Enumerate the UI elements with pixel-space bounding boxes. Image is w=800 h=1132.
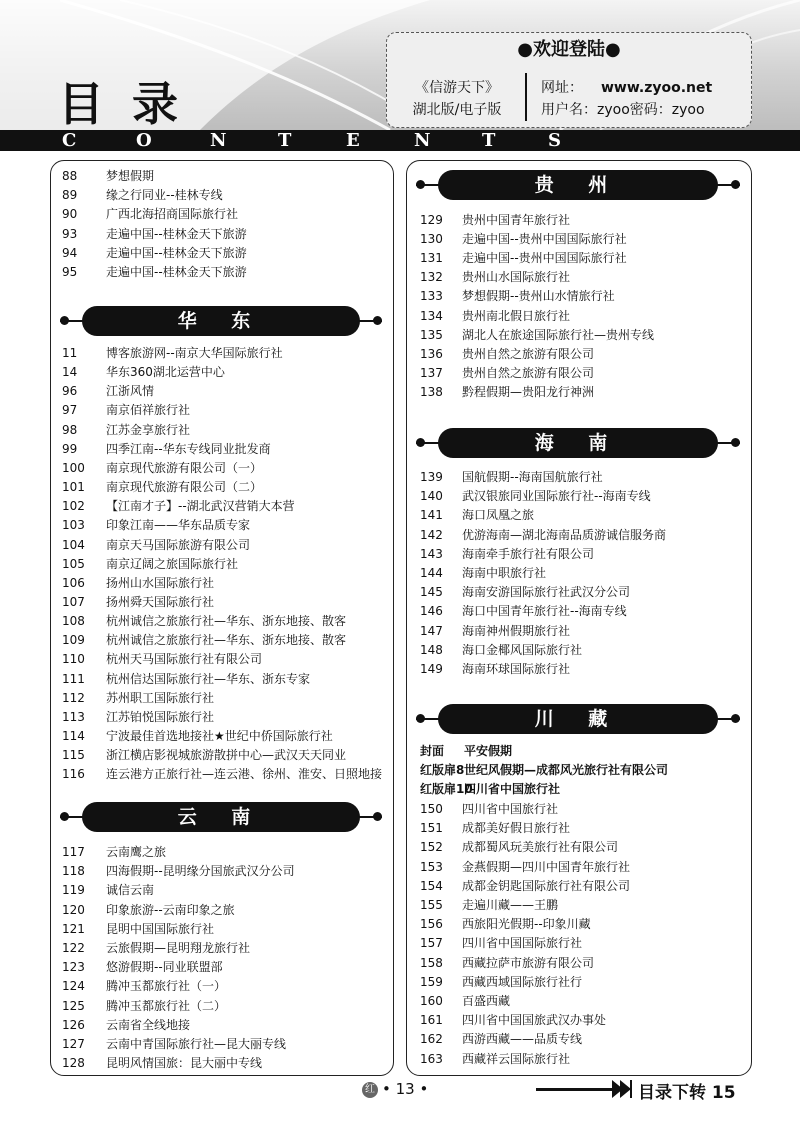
entry-title: 西藏西域国际旅行社行 [462, 974, 583, 989]
page-ref: 125 [62, 998, 85, 1013]
entry-title: 四季江南--华东专线同业批发商 [106, 441, 271, 456]
page-ref: 156 [420, 917, 443, 932]
entry-title: 南京天马国际旅游有限公司 [106, 537, 251, 552]
page-ref: 144 [420, 566, 443, 580]
entry-title: 云旅假期—昆明翔龙旅行社 [106, 941, 251, 955]
page-ref: 117 [62, 845, 85, 859]
entry-title: 博客旅游网--南京大华国际旅行社 [106, 346, 283, 360]
entry-title: 百盛西藏 [462, 994, 511, 1008]
page-ref: 107 [62, 594, 85, 609]
entry-title: 成都金钥匙国际旅行社有限公司 [462, 878, 631, 893]
page-ref: 123 [62, 960, 85, 975]
page-ref: 128 [62, 1056, 85, 1071]
entry-title: 贵州自然之旅游有限公司 [462, 346, 595, 361]
entry-title: 昆明风情国旅：昆大丽中专线 [106, 1056, 263, 1071]
entry-title: 走遍中国--桂林金天下旅游 [106, 226, 247, 241]
section-title: 华 东 [82, 306, 360, 336]
contents-letter: E [346, 130, 360, 151]
entry-title: 优游海南—湖北海南品质游诚信服务商 [462, 527, 667, 542]
page-ref: 132 [420, 270, 443, 285]
page-ref: 112 [62, 690, 85, 705]
page-ref: 150 [420, 802, 443, 816]
entry-title: 江苏金享旅行社 [106, 422, 191, 437]
entry-title: 四川省中国国际旅行社 [462, 936, 583, 951]
entry-title: 成都蜀风玩美旅行社有限公司 [462, 840, 619, 855]
entry-title: 杭州诚信之旅旅行社—华东、浙东地接、散客 [106, 633, 347, 648]
entry-title: 西藏拉萨市旅游有限公司 [462, 955, 595, 970]
page-ref: 115 [62, 748, 85, 763]
page-ref: 130 [420, 232, 443, 247]
entry-title: 平安假期 [464, 744, 513, 758]
page-ref: 120 [62, 902, 85, 917]
page-ref: 131 [420, 251, 443, 266]
entry-title: 海南牵手旅行社有限公司 [462, 546, 595, 561]
page-ref: 147 [420, 623, 443, 638]
page-ref: 11 [62, 346, 78, 360]
page-ref: 152 [420, 840, 443, 855]
contents-bar [0, 130, 800, 151]
entry-title: 西藏祥云国际旅行社 [462, 1051, 571, 1066]
page-ref: 151 [420, 821, 443, 836]
entry-title: 悠游假期--同业联盟部 [106, 960, 223, 975]
page-ref: 103 [62, 518, 85, 533]
seal-icon: 红 [362, 1082, 378, 1098]
page-ref: 90 [62, 207, 78, 222]
page-ref: 96 [62, 384, 78, 399]
contents-letter: O [136, 130, 152, 151]
entry-title: 印象江南——华东品质专家 [106, 518, 251, 533]
page-ref: 161 [420, 1013, 443, 1028]
page-ref: 104 [62, 537, 85, 552]
entry-title: 走遍中国--桂林金天下旅游 [106, 265, 247, 279]
page-ref: 14 [62, 365, 78, 380]
entry-title: 四海假期--昆明缘分国旅武汉分公司 [106, 864, 295, 879]
page-ref: 红版扉8 [420, 763, 465, 778]
login-credentials [541, 77, 712, 121]
page-ref: 146 [420, 604, 443, 619]
page-ref: 134 [420, 308, 443, 323]
section-yunnan [60, 802, 382, 832]
page-number: 红 • 13 • [362, 1080, 428, 1098]
entry-title: 连云港方正旅行社—连云港、徐州、淮安、日照地接 [106, 767, 383, 782]
entry-title: 海南中职旅行社 [462, 566, 547, 580]
page-header [0, 0, 800, 130]
entry-title: 缘之行同业--桂林专线 [106, 188, 223, 203]
entry-title: 西游西藏——品质专线 [462, 1032, 583, 1047]
entry-title: 黔程假期—贵阳龙行神洲 [462, 384, 595, 399]
page-ref: 124 [62, 979, 85, 994]
entry-title: 梦想假期 [106, 169, 155, 183]
entry-title: 海南神州假期旅行社 [462, 623, 571, 638]
page-ref: 105 [62, 556, 85, 571]
entry-title: 走遍川藏——王鹏 [462, 898, 559, 912]
contents-letter: N [210, 130, 227, 151]
page-ref: 138 [420, 384, 443, 399]
entry-title: 湖北人在旅途国际旅行社—贵州专线 [462, 327, 655, 342]
magazine-info [395, 77, 519, 121]
page-ref: 94 [62, 245, 78, 260]
page-ref: 红版扉10 [420, 782, 473, 797]
page-ref: 160 [420, 994, 443, 1008]
entry-title: 江苏铂悦国际旅行社 [106, 709, 215, 724]
entry-title: 云南省全线地接 [106, 1017, 191, 1032]
entry-title: 昆明中国国际旅行社 [106, 921, 215, 936]
entry-title: 腾冲玉都旅行社（一） [106, 979, 227, 994]
entry-title: 海南安游国际旅行社武汉分公司 [462, 585, 631, 600]
entry-title: 【江南才子】--湖北武汉营销大本营 [106, 499, 295, 514]
entry-title: 广西北海招商国际旅行社 [106, 207, 239, 222]
entry-title: 梦想假期--贵州山水情旅行社 [462, 289, 615, 304]
page-ref: 122 [62, 941, 85, 955]
login-title: ●欢迎登陆● [517, 39, 621, 60]
entry-title: 走遍中国--贵州中国国际旅行社 [462, 251, 627, 266]
entry-title: 南京辽阔之旅国际旅行社 [106, 556, 239, 571]
entry-title: 杭州诚信之旅旅行社—华东、浙东地接、散客 [106, 614, 347, 629]
page-number-value: 13 [395, 1080, 415, 1098]
page-ref: 163 [420, 1051, 443, 1066]
page-ref: 99 [62, 441, 78, 456]
entry-title: 诚信云南 [106, 883, 155, 898]
page-ref: 143 [420, 546, 443, 561]
page-title: 目 录 [58, 77, 185, 130]
page-ref: 114 [62, 729, 85, 743]
page-ref: 129 [420, 213, 443, 227]
entry-title: 走遍中国--贵州中国国际旅行社 [462, 232, 627, 247]
page-ref: 111 [62, 671, 85, 686]
page-ref: 127 [62, 1037, 85, 1051]
entry-title: 宁波最佳首选地接社★世纪中侨国际旅行社 [106, 729, 333, 743]
page-ref: 116 [62, 767, 85, 782]
page-ref: 162 [420, 1032, 443, 1047]
page-ref: 149 [420, 662, 443, 676]
page-ref: 145 [420, 585, 443, 600]
page-ref: 封面 [420, 744, 445, 758]
magazine-name: 《信游天下》 [415, 80, 499, 96]
entry-title: 金燕假期—四川中国青年旅行社 [462, 859, 631, 874]
page-ref: 121 [62, 921, 85, 936]
page-ref: 158 [420, 955, 443, 970]
page-ref: 141 [420, 508, 443, 523]
page-ref: 98 [62, 422, 78, 437]
entry-title: 四川省中国旅行社 [464, 782, 561, 797]
page-ref: 139 [420, 470, 443, 484]
page-ref: 113 [62, 709, 85, 724]
contents-letter: T [482, 130, 496, 151]
entry-title: 江浙风情 [106, 384, 155, 399]
page-ref: 136 [420, 346, 443, 361]
page-ref: 119 [62, 883, 85, 898]
section-guizhou [416, 170, 740, 200]
entry-title: 海口中国青年旅行社--海南专线 [462, 604, 627, 619]
page-ref: 142 [420, 527, 443, 542]
entry-title: 世纪风假期—成都风光旅行社有限公司 [464, 763, 669, 778]
contents-letter: C [62, 130, 77, 151]
entry-title: 杭州信达国际旅行社—华东、浙东专家 [106, 671, 311, 686]
entry-title: 贵州自然之旅游有限公司 [462, 365, 595, 380]
entry-title: 国航假期--海南国航旅行社 [462, 470, 603, 484]
section-hainan [416, 428, 740, 458]
website-link[interactable]: www.zyoo.net [601, 80, 713, 96]
page-ref: 108 [62, 614, 85, 629]
contents-letter: N [414, 130, 431, 151]
page-ref: 118 [62, 864, 85, 879]
entry-title: 苏州职工国际旅行社 [106, 690, 215, 705]
entry-title: 云南中青国际旅行社—昆大丽专线 [106, 1037, 287, 1051]
continue-link[interactable]: 目录下转 15 [638, 1083, 736, 1103]
entry-title: 贵州山水国际旅行社 [462, 270, 571, 285]
entry-title: 海口凤凰之旅 [462, 508, 535, 523]
page-ref: 133 [420, 289, 443, 304]
entry-title: 扬州舜天国际旅行社 [106, 594, 215, 609]
entry-title: 南京现代旅游有限公司（一） [106, 460, 263, 475]
arrow-line [536, 1088, 616, 1091]
entry-title: 腾冲玉都旅行社（二） [106, 998, 227, 1013]
page-ref: 89 [62, 188, 78, 203]
entry-title: 四川省中国国旅武汉办事处 [462, 1013, 607, 1028]
page-ref: 102 [62, 499, 85, 514]
page-ref: 154 [420, 878, 443, 893]
page-ref: 110 [62, 652, 85, 667]
entry-title: 浙江横店影视城旅游散拼中心—武汉天天同业 [106, 748, 347, 763]
entry-title: 走遍中国--桂林金天下旅游 [106, 245, 247, 260]
contents-letter: S [548, 130, 561, 151]
entry-title: 扬州山水国际旅行社 [106, 575, 215, 590]
edition-label: 湖北版/电子版 [412, 102, 502, 118]
entry-title: 云南鹰之旅 [106, 845, 167, 859]
entry-title: 贵州南北假日旅行社 [462, 308, 571, 323]
contents-letter: T [278, 130, 292, 151]
page-ref: 100 [62, 460, 85, 475]
entry-title: 四川省中国旅行社 [462, 802, 559, 816]
url-label: 网址： [541, 80, 583, 96]
section-title: 云 南 [82, 802, 360, 832]
entry-title: 华东360湖北运营中心 [106, 365, 225, 380]
section-title: 川 藏 [438, 704, 718, 734]
divider [525, 73, 527, 121]
entry-title: 西旅阳光假期--印象川藏 [462, 917, 591, 932]
entry-title: 印象旅游--云南印象之旅 [106, 902, 235, 917]
page-ref: 101 [62, 480, 85, 495]
section-title: 海 南 [438, 428, 718, 458]
entry-title: 成都美好假日旅行社 [462, 821, 571, 836]
page-ref: 157 [420, 936, 443, 951]
entry-title: 武汉银旅同业国际旅行社--海南专线 [462, 489, 651, 504]
entry-title: 海南环球国际旅行社 [462, 662, 571, 676]
page-ref: 109 [62, 633, 85, 648]
page-ref: 93 [62, 226, 78, 241]
arrow-bar [630, 1080, 632, 1098]
section-chuanzang [416, 704, 740, 734]
page-ref: 95 [62, 265, 78, 279]
page-ref: 97 [62, 403, 78, 418]
entry-title: 南京现代旅游有限公司（二） [106, 480, 263, 495]
page-ref: 135 [420, 327, 443, 342]
page-ref: 106 [62, 575, 85, 590]
entry-title: 杭州天马国际旅行社有限公司 [106, 652, 263, 667]
section-huadong [60, 306, 382, 336]
entry-title: 海口金椰风国际旅行社 [462, 642, 583, 657]
entry-title: 南京佰祥旅行社 [106, 403, 191, 418]
page-ref: 137 [420, 365, 443, 380]
page-ref: 155 [420, 898, 443, 912]
page-ref: 140 [420, 489, 443, 504]
section-title: 贵 州 [438, 170, 718, 200]
account-info: 用户名：zyoo密码：zyoo [541, 102, 705, 118]
page-ref: 88 [62, 169, 78, 183]
page-ref: 153 [420, 859, 443, 874]
login-box [386, 32, 752, 128]
entry-title: 贵州中国青年旅行社 [462, 213, 571, 227]
page-ref: 159 [420, 974, 443, 989]
page-ref: 148 [420, 642, 443, 657]
page-ref: 126 [62, 1017, 85, 1032]
